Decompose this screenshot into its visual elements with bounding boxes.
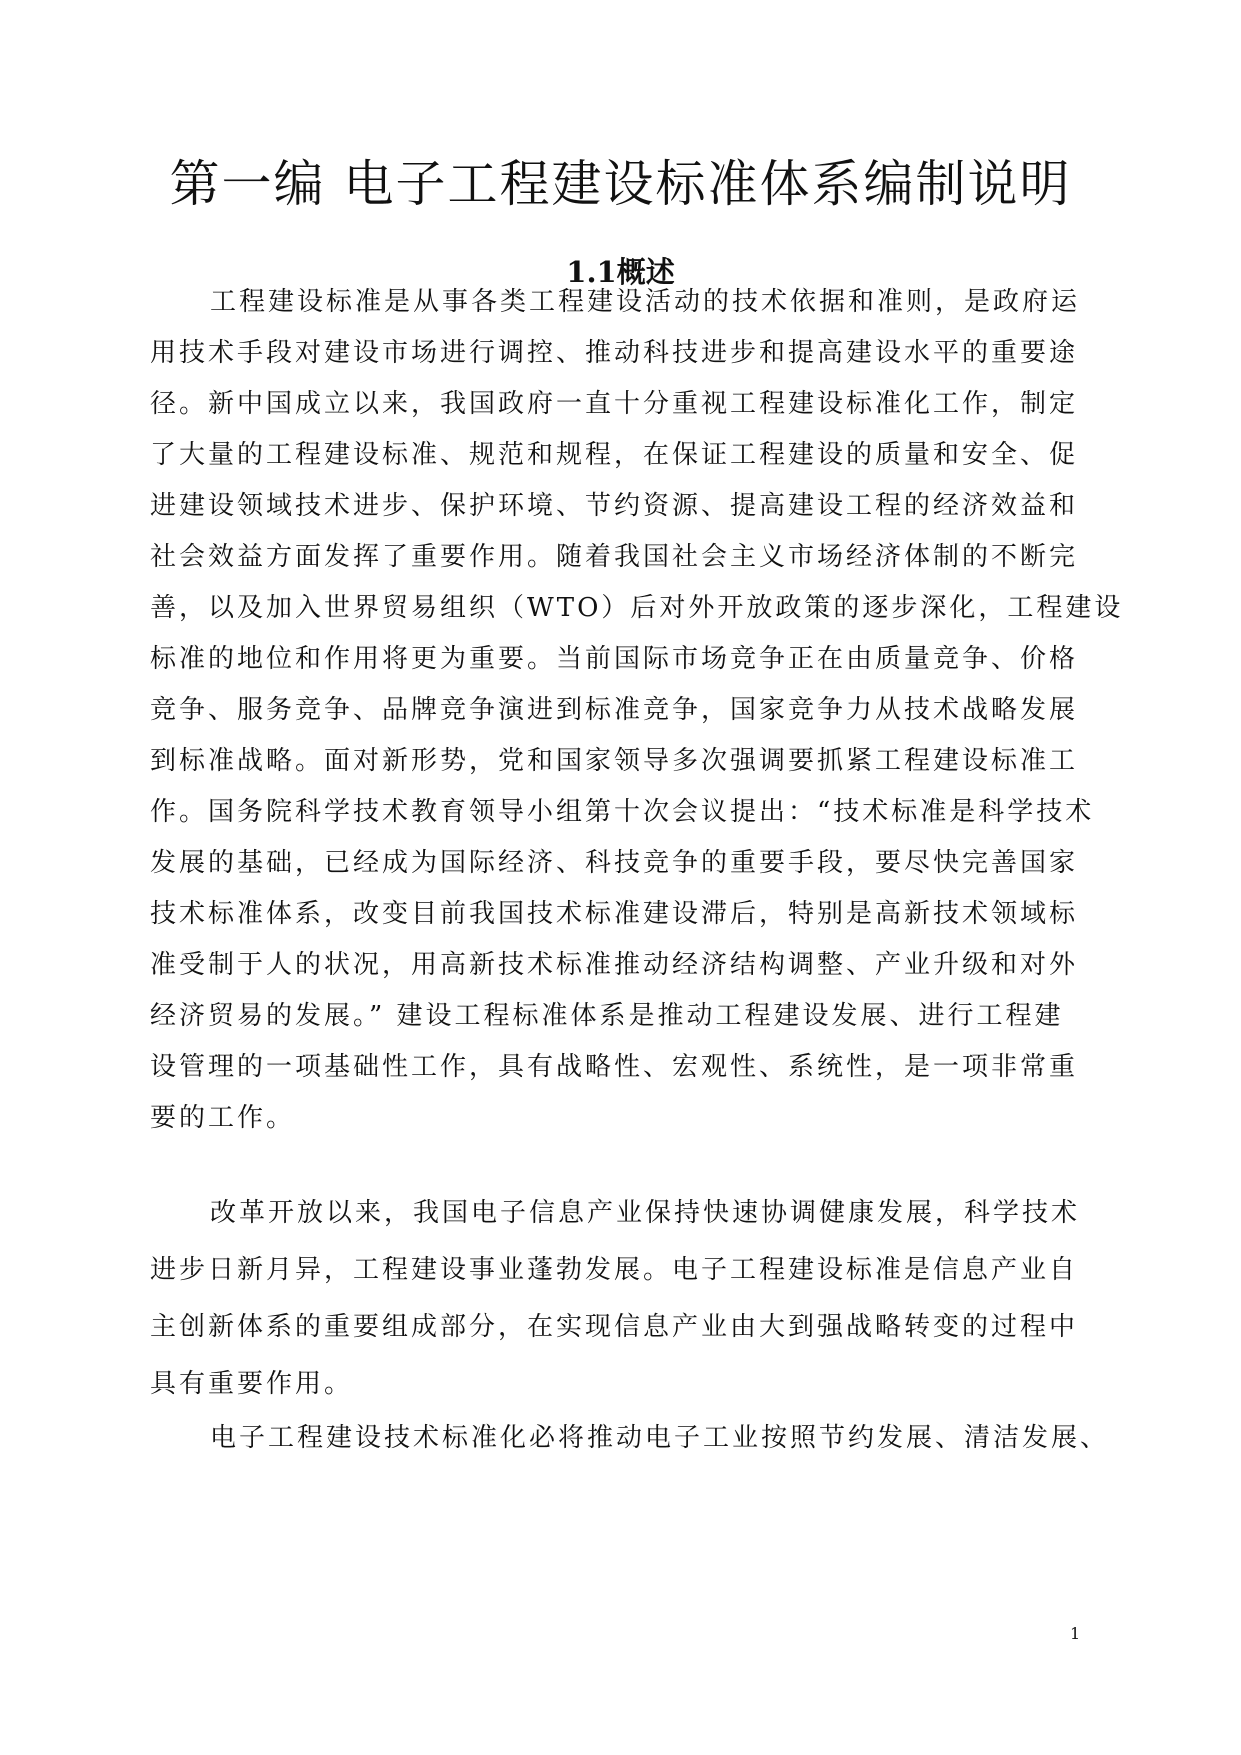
body-text-line: 电子工程建设技术标准化必将推动电子工业按照节约发展、清洁发展、 xyxy=(210,1423,1110,1453)
body-text-line: 用技术手段对建设市场进行调控、推动科技进步和提高建设水平的重要途 xyxy=(150,338,1079,368)
body-text-line: 主创新体系的重要组成部分，在实现信息产业由大到强战略转变的过程中 xyxy=(150,1312,1079,1342)
body-text-line: 具有重要作用。 xyxy=(150,1369,354,1399)
body-text-line: 社会效益方面发挥了重要作用。随着我国社会主义市场经济体制的不断完 xyxy=(150,542,1079,572)
body-text-line: 进建设领域技术进步、保护环境、节约资源、提高建设工程的经济效益和 xyxy=(150,491,1079,521)
page-number: 1 xyxy=(1070,1624,1081,1643)
body-text-line: 设管理的一项基础性工作，具有战略性、宏观性、系统性，是一项非常重 xyxy=(150,1052,1079,1082)
document-title: 第一编 电子工程建设标准体系编制说明 xyxy=(169,155,1072,213)
body-text-line: 技术标准体系，改变目前我国技术标准建设滞后，特别是高新技术领域标 xyxy=(150,899,1079,929)
body-text-line: 发展的基础，已经成为国际经济、科技竞争的重要手段，要尽快完善国家 xyxy=(150,848,1079,878)
body-text-line: 进步日新月异，工程建设事业蓬勃发展。电子工程建设标准是信息产业自 xyxy=(150,1255,1079,1285)
body-text-line: 改革开放以来，我国电子信息产业保持快速协调健康发展，科学技术 xyxy=(210,1198,1081,1228)
body-text-line: 标准的地位和作用将更为重要。当前国际市场竞争正在由质量竞争、价格 xyxy=(150,644,1079,674)
body-text-line: 竞争、服务竞争、品牌竞争演进到标准竞争，国家竞争力从技术战略发展 xyxy=(150,695,1079,725)
body-text-line: 准受制于人的状况，用高新技术标准推动经济结构调整、产业升级和对外 xyxy=(150,950,1079,980)
body-text-line: 了大量的工程建设标准、规范和规程，在保证工程建设的质量和安全、促 xyxy=(150,440,1079,470)
body-text-line: 善，以及加入世界贸易组织（WTO）后对外开放政策的逐步深化，工程建设 xyxy=(150,593,1124,623)
body-text-line: 到标准战略。面对新形势，党和国家领导多次强调要抓紧工程建设标准工 xyxy=(150,746,1079,776)
body-text-line: 作。国务院科学技术教育领导小组第十次会议提出：“技术标准是科学技术 xyxy=(150,797,1095,827)
body-text-line: 经济贸易的发展。” 建设工程标准体系是推动工程建设发展、进行工程建 xyxy=(150,1001,1064,1031)
section-heading: 1.1概述 xyxy=(566,255,675,289)
body-text-line: 径。新中国成立以来，我国政府一直十分重视工程建设标准化工作，制定 xyxy=(150,389,1079,419)
body-text-line: 要的工作。 xyxy=(150,1103,296,1133)
body-text-line: 工程建设标准是从事各类工程建设活动的技术依据和准则，是政府运 xyxy=(210,287,1081,317)
